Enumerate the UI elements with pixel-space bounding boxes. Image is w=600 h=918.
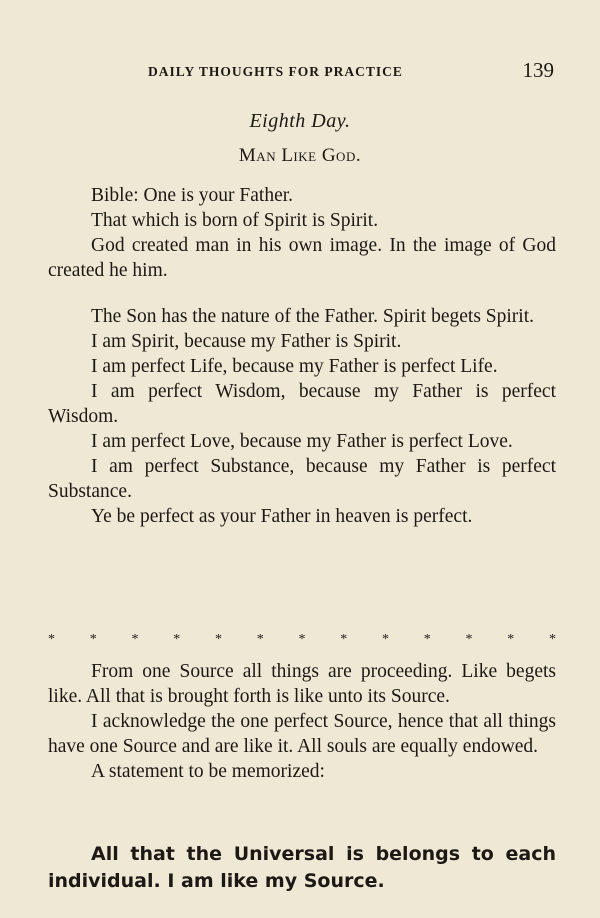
page-number: 139 xyxy=(522,58,554,82)
paragraph: From one Source all things are proceeding. Like begets like. All that is brought forth is like unto its Source. xyxy=(48,661,556,707)
separator-star: * xyxy=(549,632,556,647)
paragraph: The Son has the nature of the Father. Spirit begets Spirit. xyxy=(91,306,535,327)
paragraph: I am perfect Substance, because my Father is perfect Substance. xyxy=(48,456,556,502)
separator-star: * xyxy=(256,632,264,647)
separator-star: * xyxy=(215,632,222,647)
separator-star: * xyxy=(48,632,55,647)
paragraph: I acknowledge the one perfect Source, hence that all things have one Source and are like it. All souls are equally endowed. xyxy=(48,711,556,757)
paragraph: I am Spirit, because my Father is Spirit. xyxy=(91,331,402,352)
separator-star: * xyxy=(298,632,306,647)
paragraph: I am perfect Wisdom, because my Father is perfect Wisdom. xyxy=(48,381,556,427)
day-title: Eighth Day. xyxy=(249,110,351,132)
bible-line: God created man in his own image. In the image of God created he him. xyxy=(48,235,556,281)
affirmations xyxy=(48,304,556,529)
separator-star: * xyxy=(131,632,139,647)
memorize-intro: A statement to be memorized: xyxy=(91,761,325,782)
separator-star: * xyxy=(340,632,348,647)
closing-text xyxy=(48,659,556,784)
separator-star: * xyxy=(173,632,181,647)
asterisk-separator xyxy=(48,633,556,647)
running-title: DAILY THOUGHTS FOR PRACTICE xyxy=(148,64,403,79)
section-title: Man Like God. xyxy=(238,145,362,166)
separator-star: * xyxy=(89,632,97,647)
separator-star: * xyxy=(382,632,389,647)
bible-passage xyxy=(48,183,556,283)
paragraph: Ye be perfect as your Father in heaven is perfect. xyxy=(91,506,473,527)
bible-line: Bible: One is your Father. xyxy=(91,185,294,206)
separator-star: * xyxy=(507,632,515,647)
bible-line: That which is born of Spirit is Spirit. xyxy=(91,210,379,231)
paragraph: I am perfect Love, because my Father is perfect Love. xyxy=(91,431,513,452)
separator-star: * xyxy=(465,632,473,647)
separator-star: * xyxy=(423,632,431,647)
paragraph: I am perfect Life, because my Father is perfect Life. xyxy=(91,356,498,377)
memorize-statement: All that the Universal is belongs to each individual. I am like my Source. xyxy=(48,843,556,892)
